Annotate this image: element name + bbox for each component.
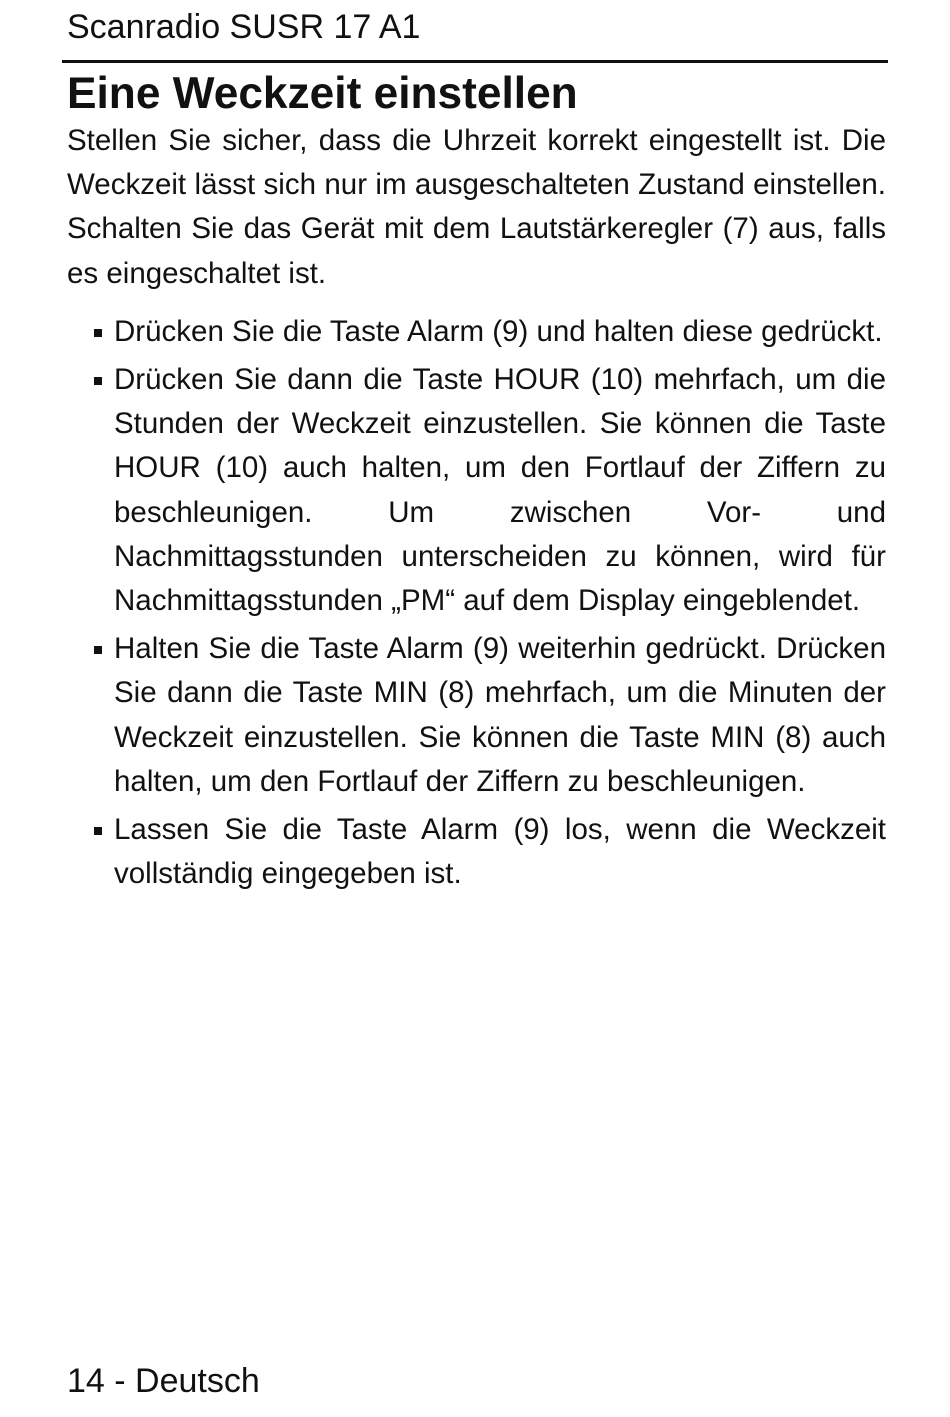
instruction-step-text: Drücken Sie dann die Taste HOUR (10) mehrfach, um die Stunden der Weckzeit einzustellen. Sie können die Taste HOUR (10) auch halten, um den Fortlauf der Ziffern zu beschleunigen. Um zwischen Vor- und Nachmittagsstunden unterscheiden zu können, wird für Nachmittagsstunden „PM“ auf dem Display eingeblendet. — [114, 363, 886, 618]
square-bullet-icon — [94, 646, 102, 654]
header-divider — [62, 60, 888, 63]
instruction-step-4 — [67, 808, 886, 896]
page-footer: 14 - Deutsch — [67, 1362, 260, 1400]
instruction-step-text: Halten Sie die Taste Alarm (9) weiterhin gedrückt. Drücken Sie dann die Taste MIN (8) mehrfach, um die Minuten der Weckzeit einzustellen. Sie können die Taste MIN (8) auch halten, um den Fortlauf der Ziffern zu beschleunigen. — [114, 632, 886, 798]
square-bullet-icon — [94, 329, 102, 337]
instruction-list — [67, 310, 886, 897]
instruction-step-text: Drücken Sie die Taste Alarm (9) und halten diese gedrückt. — [114, 314, 883, 348]
instruction-step-2 — [67, 358, 886, 623]
section-title: Eine Weckzeit einstellen — [67, 69, 578, 118]
square-bullet-icon — [94, 377, 102, 385]
page-header-title: Scanradio SUSR 17 A1 — [67, 8, 421, 46]
square-bullet-icon — [94, 827, 102, 835]
instruction-step-3 — [67, 627, 886, 804]
instruction-step-text: Lassen Sie die Taste Alarm (9) los, wenn die Weckzeit vollständig eingegeben ist. — [114, 813, 886, 891]
instruction-step-1 — [67, 310, 886, 354]
intro-paragraph: Stellen Sie sicher, dass die Uhrzeit korrekt eingestellt ist. Die Weckzeit lässt sich nur im ausgeschalteten Zustand einstellen. Schalten Sie das Gerät mit dem Lautstärkeregler (7) aus, falls es eingeschaltet ist. — [67, 124, 886, 290]
page-content — [67, 69, 886, 900]
